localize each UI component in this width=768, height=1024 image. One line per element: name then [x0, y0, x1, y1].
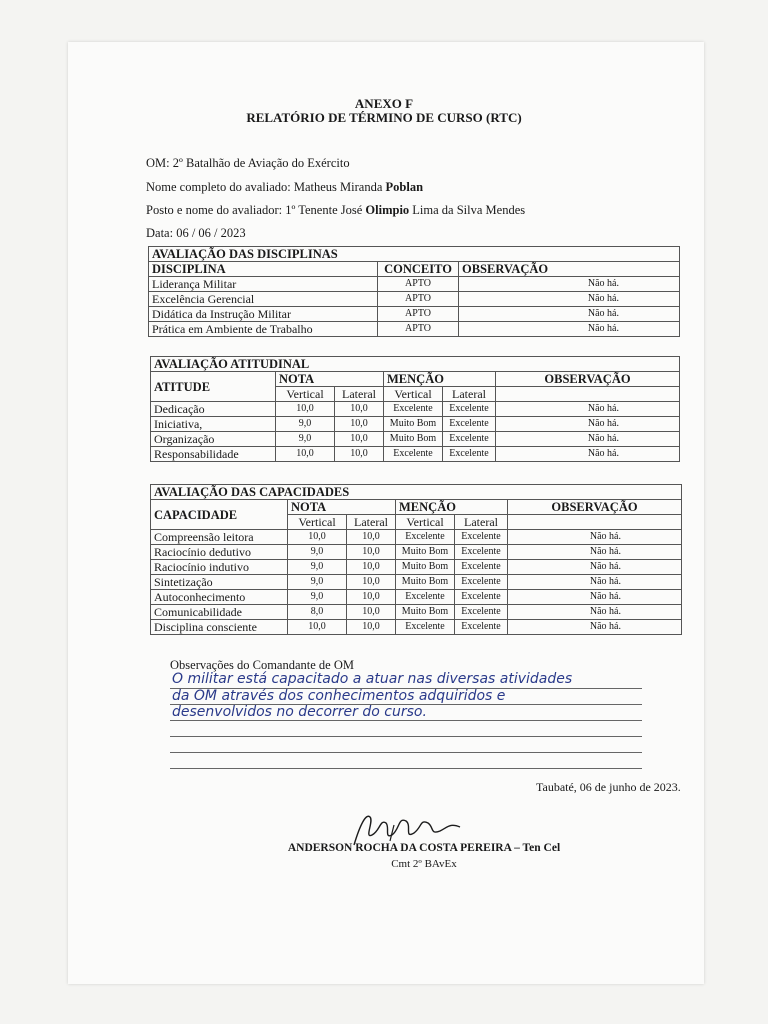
column-header: OBSERVAÇÃO — [508, 500, 682, 515]
mencao-vertical: Excelente — [396, 530, 455, 545]
column-header: ATITUDE — [151, 372, 276, 402]
discipline-name: Liderança Militar — [149, 277, 378, 292]
om-line: OM: 2º Batalhão de Aviação do Exército — [146, 156, 350, 170]
subheader: Lateral — [443, 387, 496, 402]
mencao-vertical: Muito Bom — [384, 432, 443, 447]
discipline-name: Didática da Instrução Militar — [149, 307, 378, 322]
table-row — [151, 545, 682, 560]
mencao-lateral: Excelente — [455, 560, 508, 575]
observation: Não há. — [496, 402, 680, 417]
item-name: Autoconhecimento — [151, 590, 288, 605]
nota-vertical: 10,0 — [288, 530, 347, 545]
table-row — [151, 590, 682, 605]
column-header: CAPACIDADE — [151, 500, 288, 530]
nota-vertical: 10,0 — [288, 620, 347, 635]
item-name: Disciplina consciente — [151, 620, 288, 635]
table-row — [151, 432, 680, 447]
subheader: Lateral — [335, 387, 384, 402]
signer-name: ANDERSON ROCHA DA COSTA PEREIRA – Ten Cel — [287, 842, 561, 854]
mencao-lateral: Excelente — [455, 620, 508, 635]
nota-vertical: 10,0 — [276, 402, 335, 417]
ruled-line — [170, 752, 642, 753]
item-name: Dedicação — [151, 402, 276, 417]
section-title: AVALIAÇÃO ATITUDINAL — [151, 357, 680, 372]
mencao-lateral: Excelente — [455, 590, 508, 605]
table-row — [151, 530, 682, 545]
subheader: Vertical — [384, 387, 443, 402]
nota-lateral: 10,0 — [347, 590, 396, 605]
date-line: Data: 06 / 06 / 2023 — [146, 226, 246, 240]
column-header: OBSERVAÇÃO — [496, 372, 680, 387]
observation: Não há. — [508, 530, 682, 545]
mencao-vertical: Muito Bom — [396, 560, 455, 575]
ruled-line — [170, 768, 642, 769]
table-row — [151, 560, 682, 575]
observation: Não há. — [508, 575, 682, 590]
mencao-vertical: Muito Bom — [396, 575, 455, 590]
mencao-lateral: Excelente — [455, 605, 508, 620]
item-name: Sintetização — [151, 575, 288, 590]
table-row — [149, 292, 680, 307]
column-header: CONCEITO — [378, 262, 459, 277]
handwritten-line: desenvolvidos no decorrer do curso. — [172, 704, 427, 720]
table-row — [151, 417, 680, 432]
ruled-line — [170, 720, 642, 721]
discipline-grade: APTO — [378, 292, 459, 307]
table-row — [149, 322, 680, 337]
section-title: AVALIAÇÃO DAS DISCIPLINAS — [149, 247, 680, 262]
subheader: Vertical — [288, 515, 347, 530]
subheader: Vertical — [396, 515, 455, 530]
observation: Não há. — [508, 545, 682, 560]
observation: Não há. — [496, 432, 680, 447]
observation: Não há. — [508, 605, 682, 620]
nota-lateral: 10,0 — [347, 605, 396, 620]
evaluator-line: Posto e nome do avaliador: 1º Tenente José Olimpio Lima da Silva Mendes — [146, 203, 526, 217]
mencao-vertical: Muito Bom — [384, 417, 443, 432]
evaluated-line: Nome completo do avaliado: Matheus Miranda Poblan — [146, 180, 424, 194]
observation: Não há. — [508, 560, 682, 575]
mencao-vertical: Excelente — [396, 590, 455, 605]
discipline-grade: APTO — [378, 322, 459, 337]
table-row — [149, 307, 680, 322]
disciplines-table — [148, 246, 680, 337]
subheader-empty — [508, 515, 682, 530]
nota-lateral: 10,0 — [335, 402, 384, 417]
nota-vertical: 9,0 — [276, 432, 335, 447]
nota-vertical: 9,0 — [288, 560, 347, 575]
subheader: Lateral — [455, 515, 508, 530]
annex-label: ANEXO F — [354, 96, 414, 111]
column-header: DISCIPLINA — [149, 262, 378, 277]
nota-lateral: 10,0 — [347, 575, 396, 590]
nota-vertical: 8,0 — [288, 605, 347, 620]
discipline-observation: Não há. — [459, 277, 680, 292]
nota-lateral: 10,0 — [347, 560, 396, 575]
mencao-lateral: Excelente — [443, 447, 496, 462]
item-name: Raciocínio indutivo — [151, 560, 288, 575]
column-header: NOTA — [288, 500, 396, 515]
nota-vertical: 10,0 — [276, 447, 335, 462]
nota-vertical: 9,0 — [288, 575, 347, 590]
nota-lateral: 10,0 — [347, 620, 396, 635]
observation: Não há. — [508, 590, 682, 605]
discipline-observation: Não há. — [459, 292, 680, 307]
mencao-vertical: Excelente — [384, 447, 443, 462]
handwritten-line: da OM através dos conhecimentos adquiridos e — [172, 688, 506, 704]
nota-lateral: 10,0 — [347, 545, 396, 560]
discipline-observation: Não há. — [459, 307, 680, 322]
ruled-line — [170, 736, 642, 737]
mencao-lateral: Excelente — [443, 432, 496, 447]
nota-lateral: 10,0 — [335, 417, 384, 432]
nota-vertical: 9,0 — [288, 590, 347, 605]
nota-lateral: 10,0 — [347, 530, 396, 545]
discipline-name: Prática em Ambiente de Trabalho — [149, 322, 378, 337]
table-row — [151, 575, 682, 590]
capabilities-table — [150, 484, 682, 635]
observation: Não há. — [496, 417, 680, 432]
mencao-lateral: Excelente — [443, 402, 496, 417]
place-date: Taubaté, 06 de junho de 2023. — [536, 780, 681, 794]
mencao-lateral: Excelente — [455, 530, 508, 545]
mencao-lateral: Excelente — [443, 417, 496, 432]
item-name: Compreensão leitora — [151, 530, 288, 545]
discipline-grade: APTO — [378, 277, 459, 292]
column-header: NOTA — [276, 372, 384, 387]
mencao-vertical: Excelente — [384, 402, 443, 417]
nota-vertical: 9,0 — [276, 417, 335, 432]
table-row — [151, 402, 680, 417]
column-header: MENÇÃO — [384, 372, 496, 387]
observation: Não há. — [508, 620, 682, 635]
signer-role: Cmt 2º BAvEx — [391, 858, 457, 870]
attitudinal-table — [150, 356, 680, 462]
table-row — [149, 277, 680, 292]
mencao-lateral: Excelente — [455, 575, 508, 590]
subheader: Vertical — [276, 387, 335, 402]
table-row — [151, 605, 682, 620]
handwritten-line: O militar está capacitado a atuar nas diversas atividades — [172, 671, 573, 687]
mencao-vertical: Excelente — [396, 620, 455, 635]
item-name: Raciocínio dedutivo — [151, 545, 288, 560]
mencao-lateral: Excelente — [455, 545, 508, 560]
subheader: Lateral — [347, 515, 396, 530]
table-row — [151, 620, 682, 635]
nota-lateral: 10,0 — [335, 447, 384, 462]
discipline-observation: Não há. — [459, 322, 680, 337]
section-title: AVALIAÇÃO DAS CAPACIDADES — [151, 485, 682, 500]
mencao-vertical: Muito Bom — [396, 545, 455, 560]
subheader-empty — [496, 387, 680, 402]
discipline-name: Excelência Gerencial — [149, 292, 378, 307]
observations-title: Observações do Comandante de OM — [170, 658, 354, 672]
column-header: MENÇÃO — [396, 500, 508, 515]
item-name: Organização — [151, 432, 276, 447]
nota-lateral: 10,0 — [335, 432, 384, 447]
table-row — [151, 447, 680, 462]
document-title: RELATÓRIO DE TÉRMINO DE CURSO (RTC) — [246, 110, 522, 125]
nota-vertical: 9,0 — [288, 545, 347, 560]
column-header: OBSERVAÇÃO — [459, 262, 680, 277]
item-name: Iniciativa, — [151, 417, 276, 432]
mencao-vertical: Muito Bom — [396, 605, 455, 620]
item-name: Comunicabilidade — [151, 605, 288, 620]
discipline-grade: APTO — [378, 307, 459, 322]
observation: Não há. — [496, 447, 680, 462]
item-name: Responsabilidade — [151, 447, 276, 462]
